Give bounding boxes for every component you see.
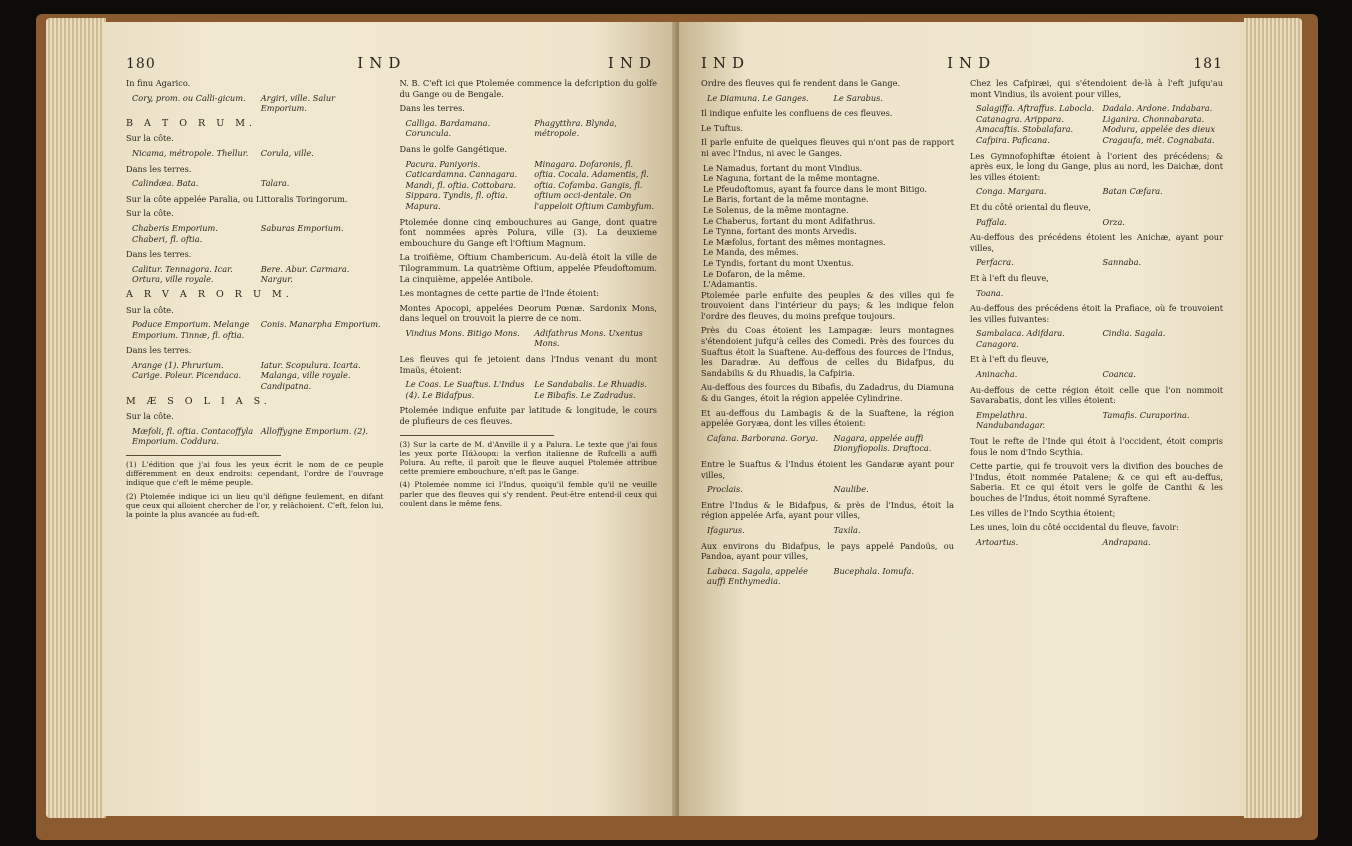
- place-names: Le Diamuna. Le Ganges.: [707, 92, 809, 103]
- header-left: IND: [357, 54, 407, 72]
- place-names: Vindius Mons. Bitigo Mons.: [405, 327, 520, 338]
- place-names: Mæfoli, fl. oftia. Contacoffyla Emporium. Coddura.: [132, 425, 254, 447]
- place-names: Phagytthra. Blynda, métropole.: [534, 117, 617, 139]
- place-names: Dadala. Ardone. Indabara. Liganira. Chonnabarata. Modura, appelée des dieux Cragaufa, mét. Cognabata.: [1102, 103, 1215, 145]
- place-list: [406, 118, 658, 139]
- right-page: [679, 22, 1245, 816]
- place-names: [1103, 288, 1224, 299]
- place-names: Naulibe.: [833, 484, 869, 495]
- section-heading: B A T O R U M.: [126, 117, 256, 129]
- place-list: [406, 159, 658, 212]
- paragraph: N. B. C'eft ici que Ptolemée commence la defcription du golfe du Gange ou de Bengale.: [399, 78, 657, 99]
- place-names: Bucephala. Iomufa.: [833, 565, 915, 576]
- river-entry: Le Dofaron, de la même.: [703, 268, 806, 279]
- page-edges-right: [1244, 18, 1302, 818]
- header-right: IND: [947, 54, 997, 72]
- footnote: (3) Sur la carte de M. d'Anville il y a Palura. Le texte que j'ai fous les yeux porte Πάλουρα: la verfion italienne de Rufcelli a auffi Polura. Au refte, il paroît que le fleuve auquel Ptolemée attribue cette premiere embouchure, n'eft pas le Gange.: [399, 439, 657, 477]
- place-list: [976, 410, 1223, 431]
- paragraph: Et à l'eft du fleuve,: [970, 272, 1049, 283]
- place-names: Cory, prom. ou Calli-gicum.: [132, 92, 246, 103]
- subheading: Dans les terres.: [126, 345, 192, 356]
- place-names: Sambalaca. Adifdara. Canagora.: [976, 328, 1065, 349]
- right-col-2: [970, 78, 1223, 592]
- river-list: [701, 163, 954, 290]
- paragraph: Tout le refte de l'Inde qui étoit à l'occident, étoit compris fous le nom d'Indo Scythia.: [970, 436, 1223, 457]
- place-list: [132, 426, 384, 447]
- place-names: Cindia. Sagala.: [1102, 328, 1166, 339]
- place-list: [132, 264, 384, 285]
- paragraph: Ptolemée parle enfuite des peuples & des villes qui fe trouvoient dans l'intérieur du pays; & les indique felon l'ordre des fleuves, du moins prefque toujours.: [701, 289, 954, 321]
- paragraph: Les unes, loin du côté occidental du fleuve, favoir:: [970, 522, 1179, 533]
- paragraph: Ptolemée indique enfuite par latitude & longitude, le cours de plufieurs de ces fleuves.: [399, 405, 657, 427]
- subheading: Sur la côte.: [126, 304, 174, 315]
- paragraph: Ordre des fleuves qui fe rendent dans le Gange.: [701, 78, 901, 88]
- place-names: Talara.: [260, 178, 290, 189]
- subheading: Dans les terres.: [126, 249, 192, 260]
- paragraph: Au-deffous des précédens étoient les Anichæ, ayant pour villes,: [970, 232, 1223, 253]
- place-list: [976, 103, 1223, 145]
- subheading: In finu Agarico.: [126, 78, 191, 88]
- place-names: Proclais.: [707, 484, 743, 495]
- place-names: Bere. Abur. Carmara. Nargur.: [260, 263, 350, 285]
- place-names: Le Sandabalis. Le Rhuadis. Le Bibafis. Le Zadradus.: [534, 379, 647, 400]
- river-entry: L'Adamantis.: [703, 279, 758, 290]
- place-names: Minagara. Dofaronis, fl. oftia. Cocala. Adamentis, fl. oftia. Cofamba. Gangis, fl. oftium occi-dentale. On l'appeloit Oftium Cambyfum.: [534, 158, 655, 211]
- place-names: Toana.: [976, 287, 1004, 298]
- left-col-2: [400, 78, 658, 523]
- place-names: Taxila.: [833, 524, 861, 535]
- place-names: Alloffygne Emporium. (2).: [260, 425, 369, 436]
- place-names: Tamafis. Curaporina.: [1102, 409, 1190, 420]
- place-names: Conis. Manarpha Emporium.: [260, 319, 381, 330]
- footnote-rule: [126, 455, 281, 456]
- place-list: [976, 217, 1223, 228]
- paragraph: Les villes de l'Indo Scythia étoient;: [970, 507, 1116, 518]
- section-heading: A R V A R O R U M.: [126, 288, 293, 300]
- paragraph: Sur la côte appelée Paralia, ou Littoralis Toringorum.: [126, 193, 348, 204]
- paragraph: Aux environs du Bidafpus, le pays appelé Pandoüs, ou Pandoa, ayant pour villes,: [701, 540, 954, 562]
- paragraph: Entre l'Indus & le Bidafpus, & près de l'Indus, étoit la région appelée Arfa, ayant pour villes,: [701, 499, 954, 521]
- place-names: Nagara, appelée auffi Dionyfiopolis. Draftoca.: [833, 432, 932, 454]
- running-head: [701, 54, 1223, 72]
- right-col-1: [701, 78, 954, 592]
- paragraph: Entre le Suaftus & l'Indus étoient les Gandaræ ayant pour villes,: [701, 459, 954, 480]
- page-number: 181: [1193, 56, 1223, 72]
- header-right: IND: [607, 54, 657, 72]
- place-list: [132, 360, 384, 392]
- place-list: [132, 148, 384, 159]
- place-names: Pacura. Paniyoris. Caticardamna. Cannagara. Mandi, fl. oftia. Cottobara. Sippara. Tyndis, fl. oftia. Mapura.: [405, 158, 518, 211]
- place-names: Cafana. Barborana. Gorya.: [707, 432, 819, 443]
- paragraph: Au-deffous des précédens étoit la Prafiace, où fe trouvoient les villes fuivantes:: [970, 303, 1223, 324]
- subheading: Dans le golfe Gangétique.: [399, 143, 508, 154]
- place-names: Sannaba.: [1102, 257, 1142, 268]
- place-names: Saburas Emporium.: [260, 222, 344, 233]
- place-names: Corula, ville.: [260, 147, 314, 158]
- footnote-rule: [400, 435, 555, 436]
- place-list: [707, 484, 954, 495]
- paragraph: Il indique enfuite les confluens de ces fleuves.: [701, 108, 893, 119]
- place-names: Argiri, ville. Salur Emporium.: [260, 92, 336, 114]
- place-names: Arange (1). Phrurium. Carige. Poleur. Picendaca.: [132, 359, 242, 381]
- paragraph: Au-deffous des fources du Bibafis, du Zadadrus, du Diamuna & du Ganges, étoit la région appelée Cylindrine.: [701, 382, 954, 404]
- paragraph: Il parle enfuite de quelques fleuves qui n'ont pas de rapport ni avec l'Indus, ni avec le Ganges.: [701, 137, 954, 158]
- place-list: [976, 186, 1223, 197]
- footnote: (4) Ptolemée nomme ici l'Indus, quoiqu'il femble qu'il ne veuille parler que des fleuves qui s'y rendent. Peut-être entend-il ceux qui coulent dans le même fens.: [399, 480, 657, 508]
- river-entry: Le Tyndis, fortant du mont Uxentus.: [703, 257, 854, 268]
- river-entry: Le Tynna, fortant des monts Arvedis.: [703, 226, 857, 237]
- river-entry: Le Baris, fortant de la même montagne.: [703, 194, 869, 205]
- place-names: Artoartus.: [976, 536, 1019, 547]
- place-names: Nicama, métropole. Thellur.: [132, 147, 249, 158]
- paragraph: Les montagnes de cette partie de l'Inde étoient:: [399, 288, 600, 299]
- paragraph: Le Tuftus.: [701, 122, 744, 133]
- place-names: Poduce Emporium. Melange Emporium. Tinnæ, fl. oftia.: [132, 319, 250, 340]
- page-edges-left: [46, 18, 106, 818]
- paragraph: Et au-deffous du Lambagis & de la Suaftene, la région appelée Goryæa, dont les villes étoient:: [701, 407, 954, 429]
- place-names: Empelathra. Nandubandagar.: [976, 409, 1046, 431]
- place-names: Chaberis Emporium. Chaberi, fl. oftia.: [132, 222, 218, 244]
- header-left: IND: [701, 54, 751, 72]
- river-entry: Le Solenus, de la même montagne.: [703, 204, 849, 215]
- paragraph: Près du Coas étoient les Lampagæ: leurs montagnes s'étendoient jufqu'à celles des Comedi. Près des fources du Suaftus étoit la Suaftene. Au-deffous des fources de l'Indus, les Daradræ. Au deffous de celles du Bidafpus, du Sandabilis & du Rhuadis, la Cafpiria.: [701, 325, 954, 378]
- place-names: Batan Cæfara.: [1102, 186, 1163, 197]
- river-entry: Le Manda, des mêmes.: [703, 247, 799, 258]
- section-heading: M Æ S O L I A S.: [126, 395, 271, 407]
- place-names: Conga. Margara.: [976, 186, 1047, 197]
- page-number: 180: [126, 56, 156, 72]
- footnote: (2) Ptolemée indique ici un lieu qu'il défigne feulement, en difant que ceux qui alloient chercher de l'or, y relâchoient. C'eft, felon lui, la pointe la plus avancée au fud-eft.: [126, 491, 384, 520]
- left-page: [104, 22, 679, 816]
- place-list: [976, 328, 1223, 349]
- place-names: Coanca.: [1102, 369, 1136, 380]
- place-list: [406, 379, 658, 400]
- river-entry: Le Mæfolus, fortant des mêmes montagnes.: [703, 236, 886, 247]
- place-names: Salagiffa. Aftraffus. Labocla. Catanagra. Arippara. Amacaftis. Stobalafara. Cafpira. Paficana.: [976, 103, 1095, 145]
- place-names: Orza.: [1102, 216, 1125, 227]
- place-list: [132, 319, 384, 340]
- river-entry: Le Namadus, fortant du mont Vindius.: [703, 162, 863, 173]
- place-names: Perfacra.: [976, 257, 1014, 268]
- paragraph: La troifième, Oftium Chambericum. Au-delà étoit la ville de Tilogrammum. La quatrième Oftium, appelée Pfeudoftomum. La cinquième, appelée Antibole.: [399, 252, 657, 284]
- running-head: [126, 54, 657, 72]
- place-list: [707, 525, 954, 536]
- subheading: Dans les terres.: [399, 103, 465, 114]
- place-names: Andrapana.: [1102, 536, 1151, 547]
- place-list: [132, 178, 384, 189]
- place-names: Labaca. Sagala, appelée auffi Enthymedia.: [707, 565, 808, 587]
- place-list: [976, 288, 1223, 299]
- place-list: [132, 223, 384, 244]
- place-list: [707, 566, 954, 587]
- place-list: [976, 369, 1223, 380]
- place-list: [976, 537, 1223, 548]
- paragraph: Au-deffous de cette région étoit celle que l'on nommoit Savarabatis, dont les villes étoient:: [970, 384, 1223, 406]
- paragraph: Ptolemée donne cinq embouchures au Gange, dont quatre font nommées après Polura, ville (3). La deuxieme embouchure du Gange eft l'Oftium Magnum.: [399, 216, 657, 248]
- place-names: Calindæa. Bata.: [132, 178, 199, 189]
- place-list: [406, 328, 658, 349]
- subheading: Sur la côte.: [126, 133, 174, 144]
- paragraph: Les fleuves qui fe jetoient dans l'Indus venant du mont Imaüs, étoient:: [399, 354, 657, 375]
- place-names: Adifathrus Mons. Uxentus Mons.: [534, 327, 643, 349]
- place-names: Le Sarabus.: [833, 92, 883, 103]
- paragraph: Cette partie, qui fe trouvoit vers la divifion des bouches de l'Indus, étoit nommée Patalene; & ce qui eft au-deffus, Saberia. Et ce qui étoit vers le golfe de Canthi & les bouches de l'Indus, étoit nommé Syraftene.: [970, 461, 1223, 503]
- place-list: [976, 257, 1223, 268]
- paragraph: Et à l'eft du fleuve,: [970, 354, 1049, 365]
- place-list: [707, 433, 954, 454]
- paragraph: Les Gymnofophiftæ étoient à l'orient des précédens; & après eux, le long du Gange, plus au nord, les Daichæ, dont les villes étoient:: [970, 150, 1223, 182]
- river-entry: Le Naguna, fortant de la même montagne.: [703, 173, 880, 184]
- place-list: [132, 93, 384, 114]
- paragraph: Et du côté oriental du fleuve,: [970, 201, 1091, 212]
- paragraph: Montes Apocopi, appelées Deorum Pœnæ. Sardonix Mons, dans lequel on trouvoit la pierre de ce nom.: [399, 302, 657, 324]
- place-names: Calitur. Tennagora. Icar. Ortura, ville royale.: [132, 263, 233, 285]
- footnote: (1) L'édition que j'ai fous les yeux écrit le nom de ce peuple différemment en deux endroits: cependant, l'ordre de l'ouvrage indique que c'eft le même peuple.: [126, 460, 384, 488]
- place-names: Calliga. Bardamana. Coruncula.: [405, 117, 491, 139]
- place-names: Iatur. Scopulura. Icarta. Malanga, ville royale. Candipatna.: [260, 359, 361, 392]
- place-names: Le Coas. Le Suaftus. L'Indus (4). Le Bidafpus.: [405, 379, 525, 400]
- place-list: [707, 93, 954, 104]
- place-names: Ifagurus.: [707, 524, 745, 535]
- subheading: Dans les terres.: [126, 163, 192, 174]
- paragraph: Chez les Cafpiræi, qui s'étendoient de-là à l'eft jufqu'au mont Vindius, ils avoient pour villes,: [970, 78, 1223, 99]
- subheading: Sur la côte.: [126, 208, 174, 219]
- place-names: Paffala.: [976, 216, 1007, 227]
- left-col-1: [126, 78, 384, 523]
- river-entry: Le Chaberus, fortant du mont Adifathrus.: [703, 215, 876, 226]
- river-entry: Le Pfeudoftomus, ayant fa fource dans le mont Bitigo.: [703, 183, 927, 194]
- place-names: Aninacha.: [976, 369, 1018, 380]
- subheading: Sur la côte.: [126, 411, 174, 422]
